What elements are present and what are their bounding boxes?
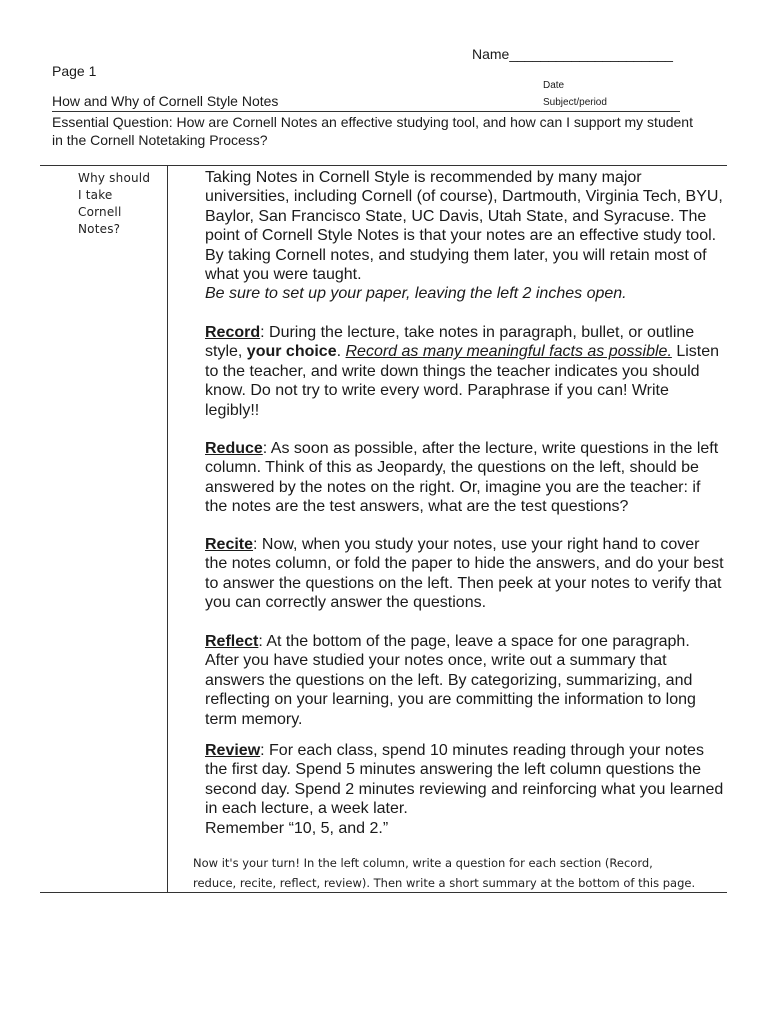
review-text: : For each class, spend 10 minutes reading through your notes the first day. Spend 5 minutes answering the left column questions the second day. Spend 2 minutes reviewing and reinforcing what you learned in each lecture, a week later. <box>205 742 724 818</box>
page-number: Page 1 <box>52 63 97 79</box>
cue-line: Cornell <box>78 205 122 219</box>
record-term: Record <box>205 324 261 341</box>
reflect-term: Reflect <box>205 633 259 650</box>
subject-period-label: Subject/period <box>543 97 607 108</box>
footer-line: reduce, recite, reflect, review). Then write a short summary at the bottom of this page. <box>193 876 696 890</box>
cue-line: Notes? <box>78 222 121 236</box>
record-emphasis: Record as many meaningful facts as possible. <box>345 343 672 361</box>
review-remember: Remember “10, 5, and 2.” <box>205 819 389 837</box>
reflect-paragraph <box>205 632 725 729</box>
reflect-text: : At the bottom of the page, leave a space for one paragraph. After you have studied your notes once, write out a summary that answers the questions on the left. By categorizing, summarizing, and reflecting on your learning, you are committing the information to long term memory. <box>205 633 696 728</box>
recite-paragraph <box>205 535 725 613</box>
reduce-term: Reduce <box>205 440 263 457</box>
page-title: How and Why of Cornell Style Notes <box>52 93 279 109</box>
footer-line: Now it's your turn! In the left column, write a question for each section (Record, <box>193 856 653 870</box>
record-separator: . <box>336 343 346 361</box>
reduce-text: : As soon as possible, after the lecture, write questions in the left column. Think of this as Jeopardy, the questions on the left, should be answered by the notes on the right. Or, imagine you are the teacher: if the notes are the test answers, what are the test questions? <box>205 440 719 516</box>
record-text-end: Listen to the teacher, and write down things the teacher indicates you should know. Do not try to write every word. Paraphrase if you can! Write legibly!! <box>205 343 720 419</box>
date-label: Date <box>543 80 565 91</box>
name-field-label: Name_____________________ <box>472 46 673 62</box>
recite-text: : Now, when you study your notes, use your right hand to cover the notes column, or fold the paper to hide the answers, and do your best to answer the questions on the left. Then peek at your notes to verify that you can correctly answer the questions. <box>205 536 724 612</box>
essential-question: Essential Question: How are Cornell Notes an effective studying tool, and how can I support my student in the Cornell Notetaking Process? <box>52 114 693 148</box>
review-paragraph <box>205 741 725 838</box>
record-bold: your choice <box>246 343 337 361</box>
notes-top-border <box>40 165 727 166</box>
cue-question <box>78 170 166 238</box>
review-term: Review <box>205 742 261 759</box>
reduce-paragraph <box>205 439 725 517</box>
intro-text: Taking Notes in Cornell Style is recommended by many major universities, including Cornell (of course), Dartmouth, Virginia Tech, BYU, Baylor, San Francisco State, UC Davis, Utah State, and Syracuse. The point of Cornell Style Notes is that your notes are an effective study tool. By taking Cornell notes, and studying them later, you will retain most of what you were taught. <box>205 169 723 284</box>
intro-italic-note: Be sure to set up your paper, leaving the left 2 inches open. <box>205 285 627 303</box>
record-text: : During the lecture, take notes in paragraph, bullet, or outline style, <box>205 324 695 361</box>
cue-column-divider <box>167 165 168 893</box>
title-divider <box>52 111 680 112</box>
footer-instruction <box>193 853 727 893</box>
cue-line: I take <box>78 188 113 202</box>
cue-line: Why should <box>78 171 151 185</box>
recite-term: Recite <box>205 536 254 553</box>
intro-paragraph <box>205 168 725 304</box>
record-paragraph <box>205 323 725 420</box>
